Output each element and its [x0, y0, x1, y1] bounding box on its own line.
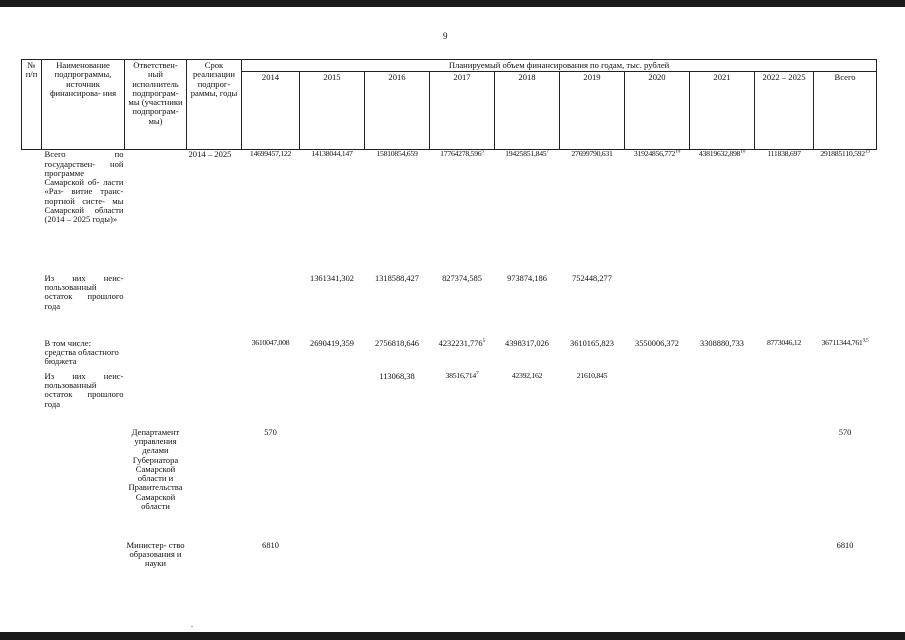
- cell-2018: 4398317,026: [505, 338, 549, 348]
- cell-2019: 21610,845: [576, 370, 608, 380]
- header-year-2020: 2020: [625, 72, 690, 150]
- header-term: Срок реализации подпрог- раммы, годы: [187, 60, 242, 150]
- header-year-2014: 2014: [242, 72, 300, 150]
- top-border-bar: [0, 0, 905, 7]
- footnote-mark: 3,5: [862, 337, 869, 344]
- cell-2014: 6810: [262, 540, 279, 550]
- cell-2021: 43819632,898$^{10}$: [698, 148, 746, 159]
- cell-2021: 3308880,733: [700, 338, 744, 348]
- cell-2018: 42392,162: [511, 370, 543, 380]
- bottom-border-bar: [0, 632, 905, 640]
- cell-2019: 27699790,631: [571, 149, 613, 159]
- cell-2016: 15810854,659: [376, 149, 418, 159]
- row-name: Из них неис- пользованный остаток прошлого года: [44, 272, 124, 311]
- cell-2020: 3550006,372: [635, 338, 679, 348]
- cell-2014: 14699457,122: [249, 149, 292, 159]
- footer-mark: .: [191, 620, 193, 629]
- cell-2020: 31924856,772$^{10}$: [633, 148, 681, 159]
- header-row: [22, 60, 877, 72]
- cell-2017: 4232231,776$^5$: [438, 337, 486, 348]
- footnote-mark: 10: [740, 148, 746, 155]
- cell-2016: 1318588,427: [375, 273, 419, 283]
- cell-total: 36711344,761$^{3,5}$: [821, 337, 869, 347]
- page-number: 9: [443, 31, 448, 41]
- header-total: Всего: [814, 72, 877, 150]
- cell-total: 570: [838, 427, 852, 437]
- financing-table: [21, 59, 877, 591]
- table-row-unused: [22, 274, 877, 327]
- header-year-2021: 2021: [690, 72, 755, 150]
- cell-2019: 3610165,823: [570, 338, 614, 348]
- cell-2017: 827374,585: [442, 273, 482, 283]
- header-num: № п/п: [22, 60, 42, 150]
- table-row-department: [22, 428, 877, 541]
- footnote-mark: 7: [546, 148, 549, 155]
- cell-2017: 17764278,596$^5$: [440, 148, 484, 159]
- footnote-mark: 5: [482, 337, 486, 344]
- footnote-mark: 13: [864, 148, 870, 155]
- cell-2014: 3610047,008: [251, 337, 290, 347]
- header-year-2016: 2016: [365, 72, 430, 150]
- cell-2022-2025: 8773046,12: [766, 337, 802, 347]
- header-planned: Планируемый объем финансирования по годам, тыс. рублей: [242, 60, 877, 72]
- table-row-ministry: [22, 541, 877, 591]
- cell-2015: 14138044,147: [311, 149, 353, 159]
- row-responsible: Министер- ство образования и науки: [126, 539, 185, 569]
- header-name: Наименование подпрограммы, источник финансирова- ния: [42, 60, 125, 150]
- footnote-mark: 7: [475, 370, 479, 377]
- cell-2015: 1361341,302: [310, 273, 354, 283]
- row-term: 2014 – 2025: [188, 149, 232, 160]
- row-name: Из них неис- пользованный остаток прошлого года: [44, 370, 124, 409]
- row-name: Всего по государствен- ной программе Самарской об- ласти «Раз- витие транс- портной систе- мы Самарской области (2014 – 2025 годы)»: [44, 149, 124, 225]
- header-year-2019: 2019: [560, 72, 625, 150]
- cell-total: 291885110,592$^{13}$: [820, 148, 870, 159]
- cell-2016: 113068,38: [379, 371, 415, 381]
- cell-2015: 2690419,359: [310, 338, 354, 348]
- cell-2016: 2756818,646: [375, 338, 419, 348]
- header-year-2017: 2017: [430, 72, 495, 150]
- header-responsible: Ответствен- ный исполнитель подпрограм- мы (участники подпрограм- мы): [125, 60, 187, 150]
- footnote-mark: 5: [481, 148, 484, 155]
- table-row-regional-budget: [22, 327, 877, 372]
- header-year-2018: 2018: [495, 72, 560, 150]
- row-name: В том числе: средства областного бюджета: [44, 337, 119, 367]
- table-row-total: [22, 150, 877, 274]
- header-year-2022-2025: 2022 – 2025: [755, 72, 814, 150]
- header-year-2015: 2015: [300, 72, 365, 150]
- cell-2018: 973874,186: [507, 273, 547, 283]
- cell-total: 6810: [836, 540, 854, 550]
- cell-2018: 19425851,845$^7$: [505, 148, 549, 159]
- cell-2014: 570: [264, 427, 277, 437]
- cell-2017: 38516,714$^7$: [445, 370, 479, 380]
- row-responsible: Департамент управления делами Губернатора Самарской области и Правительства Самарской области: [128, 426, 183, 512]
- footnote-mark: 10: [675, 148, 681, 155]
- table-row-regional-unused: [22, 372, 877, 428]
- cell-2022-2025: 111838,697: [767, 149, 801, 159]
- cell-2019: 752448,277: [572, 273, 612, 283]
